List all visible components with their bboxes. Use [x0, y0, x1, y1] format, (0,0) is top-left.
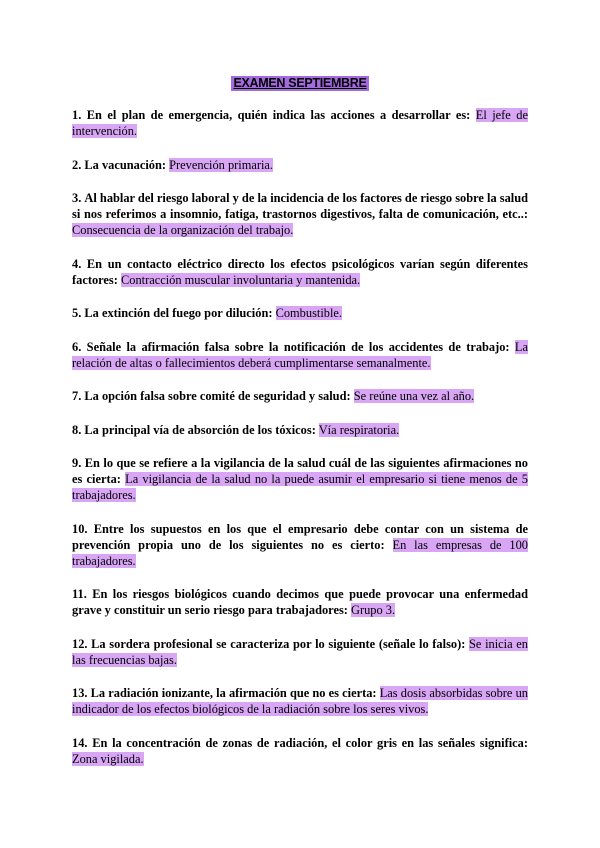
question-text: La radiación ionizante, la afirmación que no es cierta:: [90, 686, 377, 700]
question-item: [72, 735, 528, 767]
question-item: [72, 305, 528, 321]
question-number: 12.: [72, 636, 88, 651]
question-number: 4.: [72, 256, 82, 271]
question-item: [72, 636, 528, 668]
answer-highlight: El jefe de intervención.: [72, 108, 528, 138]
question-text: En la concentración de zonas de radiación, el color gris en las señales significa:: [92, 735, 528, 750]
question-item: [72, 190, 528, 238]
question-number: 5.: [72, 306, 82, 320]
question-number: 7.: [72, 389, 82, 403]
answer-highlight: Vía respiratoria.: [318, 422, 400, 437]
question-number: 11.: [72, 587, 87, 601]
question-item: [72, 685, 528, 717]
answer-highlight: Consecuencia de la organización del trabajo.: [72, 223, 294, 237]
question-text: La sordera profesional se caracteriza por lo siguiente (señale lo falso):: [91, 636, 466, 651]
answer-highlight: Prevención primaria.: [169, 157, 274, 172]
question-item: [72, 157, 528, 173]
question-text: Entre los supuestos en los que el empresario debe contar con un sistema de prevención propia uno de los siguientes no es cierto:: [72, 521, 528, 552]
answer-highlight: Combustible.: [275, 306, 343, 320]
answer-highlight: En las empresas de 100 trabajadores.: [72, 537, 528, 568]
question-number: 2.: [72, 157, 82, 172]
page-title: EXAMEN SEPTIEMBRE: [233, 76, 367, 90]
question-number: 1.: [72, 108, 82, 122]
question-number: 13.: [72, 686, 88, 700]
question-text: Al hablar del riesgo laboral y de la incidencia de los factores de riesgo sobre la salud si nos referimos a insomnio, fatiga, trastornos digestivos, falta de comunicación, etc..:: [72, 191, 528, 221]
question-text: En el plan de emergencia, quién indica las acciones a desarrollar es:: [86, 108, 471, 122]
question-text: En lo que se refiere a la vigilancia de la salud cuál de las siguientes afirmaciones no es cierta:: [72, 456, 528, 486]
answer-highlight: Grupo 3.: [351, 603, 396, 617]
question-number: 6.: [72, 339, 82, 354]
question-list: [72, 107, 528, 784]
question-item: [72, 455, 528, 503]
answer-highlight: Las dosis absorbidas sobre un indicador de los efectos biológicos de la radiación sobre los seres vivos.: [72, 686, 528, 716]
question-item: [72, 256, 528, 288]
title-wrapper: [0, 74, 600, 92]
question-item: [72, 586, 528, 618]
question-item: [72, 422, 528, 438]
answer-highlight: La relación de altas o fallecimientos deberá cumplimentarse semanalmente.: [72, 339, 528, 370]
question-text: La extinción del fuego por dilución:: [84, 306, 273, 320]
question-text: Señale la afirmación falsa sobre la notificación de los accidentes de trabajo:: [86, 339, 510, 354]
question-number: 3.: [72, 191, 82, 205]
answer-highlight: La vigilancia de la salud no la puede asumir el empresario si tiene menos de 5 trabajadores.: [72, 472, 529, 502]
question-number: 10.: [72, 521, 88, 536]
question-item: [72, 107, 528, 139]
answer-highlight: Se inicia en las frecuencias bajas.: [72, 636, 528, 667]
question-number: 8.: [72, 422, 82, 437]
question-number: 14.: [72, 735, 88, 750]
question-item: [72, 388, 528, 404]
question-text: La principal vía de absorción de los tóxicos:: [84, 422, 316, 437]
question-text: En los riesgos biológicos cuando decimos que puede provocar una enfermedad grave y constituir un serio riesgo para trabajadores:: [72, 587, 528, 617]
question-number: 9.: [72, 456, 82, 470]
question-text: La opción falsa sobre comité de seguridad y salud:: [84, 389, 351, 403]
answer-highlight: Zona vigilada.: [72, 751, 144, 766]
question-item: [72, 339, 528, 371]
answer-highlight: Se reúne una vez al año.: [353, 389, 475, 403]
question-text: La vacunación:: [84, 157, 166, 172]
question-text: En un contacto eléctrico directo los efectos psicológicos varían según diferentes factores:: [72, 256, 528, 287]
question-item: [72, 521, 528, 569]
answer-highlight: Contracción muscular involuntaria y mantenida.: [120, 272, 361, 287]
